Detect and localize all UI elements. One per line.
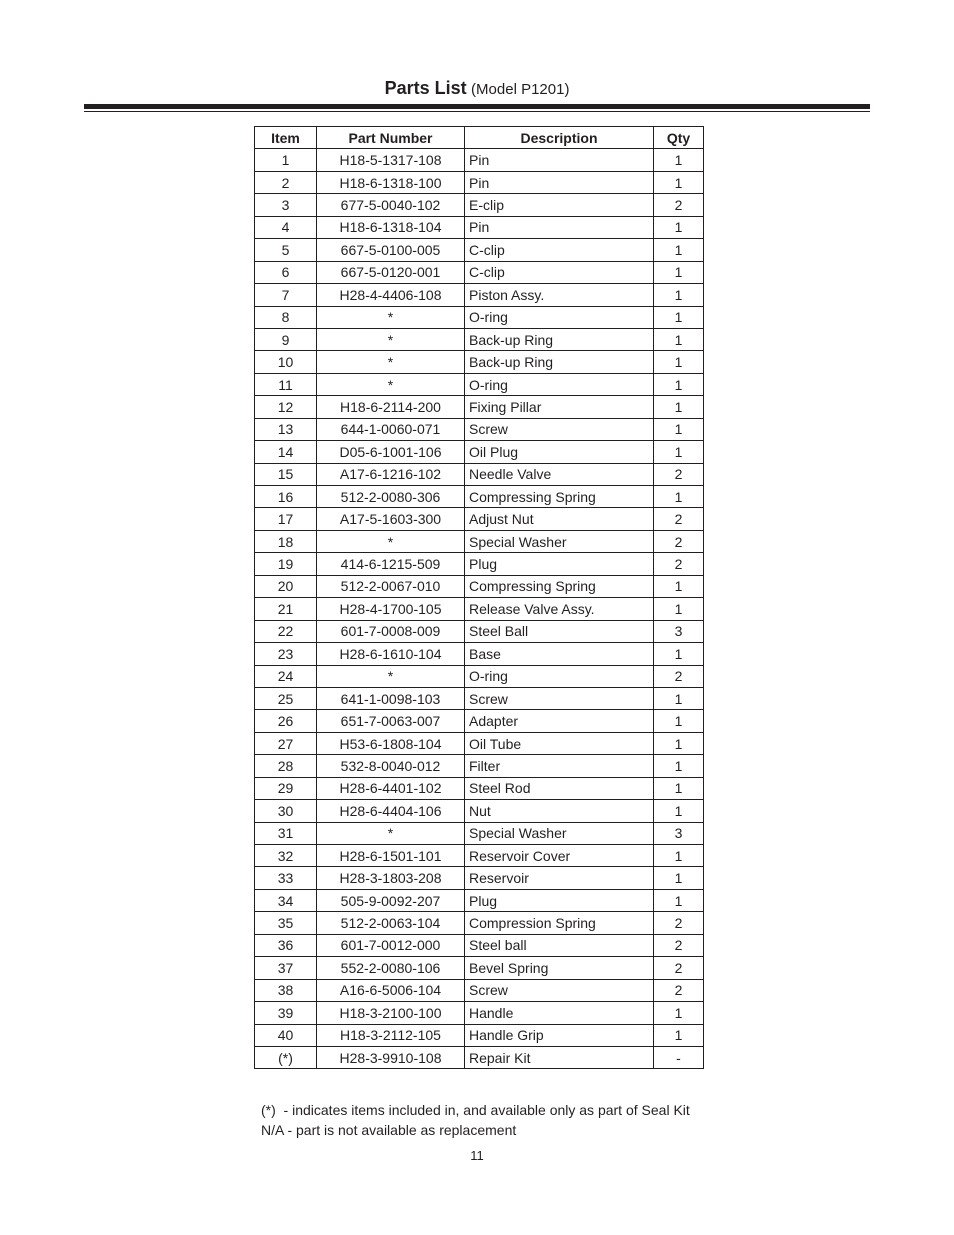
header-rule-thick	[84, 104, 870, 109]
cell-part-number: D05-6-1001-106	[317, 441, 465, 463]
table-row	[255, 463, 704, 485]
cell-part-number: 667-5-0100-005	[317, 239, 465, 261]
cell-qty: 1	[654, 306, 704, 328]
cell-part-number: *	[317, 328, 465, 350]
cell-part-number: 512-2-0067-010	[317, 575, 465, 597]
cell-item: 33	[255, 867, 317, 889]
cell-description: Screw	[465, 979, 654, 1001]
cell-item: 22	[255, 620, 317, 642]
cell-qty: 2	[654, 957, 704, 979]
cell-qty: 1	[654, 373, 704, 395]
cell-qty: 1	[654, 598, 704, 620]
cell-description: Bevel Spring	[465, 957, 654, 979]
cell-part-number: *	[317, 373, 465, 395]
cell-item: 6	[255, 261, 317, 283]
cell-item: 12	[255, 396, 317, 418]
cell-qty: 1	[654, 171, 704, 193]
cell-part-number: H28-3-1803-208	[317, 867, 465, 889]
cell-qty: 1	[654, 643, 704, 665]
cell-qty: 2	[654, 553, 704, 575]
cell-part-number: 552-2-0080-106	[317, 957, 465, 979]
cell-qty: 2	[654, 194, 704, 216]
footnote-seal-kit: (*) - indicates items included in, and available only as part of Seal Kit	[261, 1102, 690, 1118]
table-row	[255, 732, 704, 754]
cell-qty: 1	[654, 261, 704, 283]
cell-qty: 2	[654, 463, 704, 485]
cell-item: 16	[255, 486, 317, 508]
header-rule-thin	[84, 111, 870, 112]
cell-part-number: A17-6-1216-102	[317, 463, 465, 485]
table-row	[255, 665, 704, 687]
cell-description: O-ring	[465, 373, 654, 395]
cell-description: Steel Ball	[465, 620, 654, 642]
cell-qty: 2	[654, 530, 704, 552]
table-row	[255, 957, 704, 979]
cell-qty: -	[654, 1046, 704, 1068]
cell-item: 9	[255, 328, 317, 350]
cell-description: Oil Plug	[465, 441, 654, 463]
cell-part-number: H18-5-1317-108	[317, 149, 465, 171]
cell-description: Piston Assy.	[465, 284, 654, 306]
cell-part-number: 532-8-0040-012	[317, 755, 465, 777]
column-header-qty: Qty	[654, 127, 704, 149]
footnotes	[261, 1100, 690, 1140]
cell-part-number: *	[317, 351, 465, 373]
cell-part-number: H18-3-2112-105	[317, 1024, 465, 1046]
table-row	[255, 373, 704, 395]
cell-description: Pin	[465, 149, 654, 171]
cell-item: 34	[255, 889, 317, 911]
table-row	[255, 822, 704, 844]
cell-description: Release Valve Assy.	[465, 598, 654, 620]
cell-part-number: *	[317, 306, 465, 328]
table-row	[255, 149, 704, 171]
table-row	[255, 889, 704, 911]
cell-description: Filter	[465, 755, 654, 777]
column-header-item: Item	[255, 127, 317, 149]
cell-item: 1	[255, 149, 317, 171]
cell-part-number: 414-6-1215-509	[317, 553, 465, 575]
cell-item: 18	[255, 530, 317, 552]
cell-description: C-clip	[465, 239, 654, 261]
table-row	[255, 239, 704, 261]
cell-part-number: 644-1-0060-071	[317, 418, 465, 440]
cell-description: E-clip	[465, 194, 654, 216]
cell-item: 14	[255, 441, 317, 463]
table-row	[255, 1002, 704, 1024]
table-row	[255, 284, 704, 306]
cell-qty: 1	[654, 1002, 704, 1024]
table-row	[255, 508, 704, 530]
table-row	[255, 530, 704, 552]
cell-description: Back-up Ring	[465, 351, 654, 373]
cell-qty: 2	[654, 912, 704, 934]
table-row	[255, 934, 704, 956]
cell-qty: 2	[654, 979, 704, 1001]
cell-item: 36	[255, 934, 317, 956]
table-row	[255, 418, 704, 440]
cell-part-number: *	[317, 530, 465, 552]
cell-part-number: 651-7-0063-007	[317, 710, 465, 732]
cell-item: 13	[255, 418, 317, 440]
page-number: 11	[470, 1148, 484, 1163]
cell-description: Compressing Spring	[465, 575, 654, 597]
cell-qty: 1	[654, 755, 704, 777]
cell-description: Compression Spring	[465, 912, 654, 934]
cell-part-number: A17-5-1603-300	[317, 508, 465, 530]
cell-description: Repair Kit	[465, 1046, 654, 1068]
cell-part-number: 512-2-0080-306	[317, 486, 465, 508]
cell-description: O-ring	[465, 306, 654, 328]
cell-item: 3	[255, 194, 317, 216]
cell-item: 2	[255, 171, 317, 193]
cell-item: 24	[255, 665, 317, 687]
cell-item: 19	[255, 553, 317, 575]
cell-description: Special Washer	[465, 530, 654, 552]
cell-item: 8	[255, 306, 317, 328]
cell-item: 30	[255, 800, 317, 822]
cell-qty: 1	[654, 1024, 704, 1046]
table-row	[255, 777, 704, 799]
cell-qty: 1	[654, 149, 704, 171]
table-row	[255, 1024, 704, 1046]
cell-qty: 1	[654, 687, 704, 709]
cell-part-number: H53-6-1808-104	[317, 732, 465, 754]
parts-table	[254, 126, 704, 1069]
cell-description: Handle	[465, 1002, 654, 1024]
table-row	[255, 912, 704, 934]
cell-description: Pin	[465, 216, 654, 238]
table-row	[255, 620, 704, 642]
cell-part-number: 641-1-0098-103	[317, 687, 465, 709]
table-row	[255, 306, 704, 328]
table-row	[255, 328, 704, 350]
cell-description: Handle Grip	[465, 1024, 654, 1046]
cell-part-number: *	[317, 822, 465, 844]
cell-part-number: 677-5-0040-102	[317, 194, 465, 216]
table-row	[255, 1046, 704, 1068]
cell-qty: 2	[654, 665, 704, 687]
cell-description: Plug	[465, 889, 654, 911]
cell-description: Nut	[465, 800, 654, 822]
cell-qty: 2	[654, 508, 704, 530]
cell-item: 11	[255, 373, 317, 395]
cell-description: Oil Tube	[465, 732, 654, 754]
cell-part-number: A16-6-5006-104	[317, 979, 465, 1001]
cell-qty: 3	[654, 822, 704, 844]
cell-part-number: H28-6-4404-106	[317, 800, 465, 822]
cell-qty: 1	[654, 418, 704, 440]
table-row	[255, 351, 704, 373]
cell-description: C-clip	[465, 261, 654, 283]
cell-part-number: H28-4-4406-108	[317, 284, 465, 306]
cell-qty: 1	[654, 239, 704, 261]
table-row	[255, 598, 704, 620]
cell-description: Compressing Spring	[465, 486, 654, 508]
cell-qty: 2	[654, 934, 704, 956]
cell-item: 38	[255, 979, 317, 1001]
cell-description: Back-up Ring	[465, 328, 654, 350]
cell-description: Screw	[465, 418, 654, 440]
cell-part-number: H28-6-1501-101	[317, 845, 465, 867]
cell-description: Pin	[465, 171, 654, 193]
table-row	[255, 553, 704, 575]
cell-item: 21	[255, 598, 317, 620]
cell-qty: 1	[654, 216, 704, 238]
cell-description: Plug	[465, 553, 654, 575]
cell-part-number: H28-3-9910-108	[317, 1046, 465, 1068]
cell-description: Reservoir Cover	[465, 845, 654, 867]
cell-item: 10	[255, 351, 317, 373]
table-row	[255, 800, 704, 822]
cell-part-number: H18-6-2114-200	[317, 396, 465, 418]
cell-part-number: 601-7-0012-000	[317, 934, 465, 956]
cell-description: Screw	[465, 687, 654, 709]
cell-qty: 1	[654, 575, 704, 597]
table-row	[255, 687, 704, 709]
cell-item: 15	[255, 463, 317, 485]
cell-qty: 1	[654, 777, 704, 799]
cell-part-number: H18-3-2100-100	[317, 1002, 465, 1024]
cell-item: 37	[255, 957, 317, 979]
footnote-not-available: N/A - part is not available as replacement	[261, 1122, 517, 1138]
cell-description: Steel Rod	[465, 777, 654, 799]
cell-part-number: 667-5-0120-001	[317, 261, 465, 283]
cell-item: 5	[255, 239, 317, 261]
cell-description: Steel ball	[465, 934, 654, 956]
cell-item: 28	[255, 755, 317, 777]
cell-item: 17	[255, 508, 317, 530]
table-row	[255, 867, 704, 889]
cell-item: (*)	[255, 1046, 317, 1068]
cell-item: 20	[255, 575, 317, 597]
cell-qty: 3	[654, 620, 704, 642]
table-row	[255, 979, 704, 1001]
cell-item: 40	[255, 1024, 317, 1046]
cell-item: 7	[255, 284, 317, 306]
cell-description: Reservoir	[465, 867, 654, 889]
cell-item: 32	[255, 845, 317, 867]
page-title	[0, 78, 954, 99]
cell-item: 39	[255, 1002, 317, 1024]
cell-qty: 1	[654, 845, 704, 867]
table-row	[255, 486, 704, 508]
table-row	[255, 575, 704, 597]
cell-description: O-ring	[465, 665, 654, 687]
cell-part-number: 505-9-0092-207	[317, 889, 465, 911]
cell-part-number: H28-4-1700-105	[317, 598, 465, 620]
table-row	[255, 261, 704, 283]
cell-description: Fixing Pillar	[465, 396, 654, 418]
cell-part-number: 512-2-0063-104	[317, 912, 465, 934]
cell-item: 27	[255, 732, 317, 754]
table-row	[255, 396, 704, 418]
cell-qty: 1	[654, 889, 704, 911]
cell-qty: 1	[654, 284, 704, 306]
cell-qty: 1	[654, 710, 704, 732]
cell-item: 25	[255, 687, 317, 709]
cell-description: Needle Valve	[465, 463, 654, 485]
cell-qty: 1	[654, 732, 704, 754]
cell-part-number: H28-6-4401-102	[317, 777, 465, 799]
cell-item: 4	[255, 216, 317, 238]
cell-part-number: *	[317, 665, 465, 687]
title-main: Parts List	[384, 78, 467, 98]
cell-item: 35	[255, 912, 317, 934]
cell-item: 31	[255, 822, 317, 844]
parts-table-header	[255, 127, 704, 149]
table-row	[255, 643, 704, 665]
title-subtitle: (Model P1201)	[471, 81, 570, 98]
table-row	[255, 710, 704, 732]
cell-qty: 1	[654, 441, 704, 463]
parts-table-body	[255, 149, 704, 1069]
cell-item: 26	[255, 710, 317, 732]
cell-description: Adapter	[465, 710, 654, 732]
cell-item: 29	[255, 777, 317, 799]
cell-qty: 1	[654, 328, 704, 350]
column-header-description: Description	[465, 127, 654, 149]
table-row	[255, 441, 704, 463]
cell-part-number: 601-7-0008-009	[317, 620, 465, 642]
cell-part-number: H18-6-1318-100	[317, 171, 465, 193]
cell-qty: 1	[654, 800, 704, 822]
table-row	[255, 194, 704, 216]
table-row	[255, 845, 704, 867]
cell-description: Base	[465, 643, 654, 665]
table-row	[255, 755, 704, 777]
table-row	[255, 216, 704, 238]
column-header-part-number: Part Number	[317, 127, 465, 149]
cell-item: 23	[255, 643, 317, 665]
cell-qty: 1	[654, 351, 704, 373]
cell-part-number: H28-6-1610-104	[317, 643, 465, 665]
cell-qty: 1	[654, 396, 704, 418]
cell-description: Special Washer	[465, 822, 654, 844]
cell-qty: 1	[654, 486, 704, 508]
cell-part-number: H18-6-1318-104	[317, 216, 465, 238]
cell-qty: 1	[654, 867, 704, 889]
cell-description: Adjust Nut	[465, 508, 654, 530]
table-row	[255, 171, 704, 193]
